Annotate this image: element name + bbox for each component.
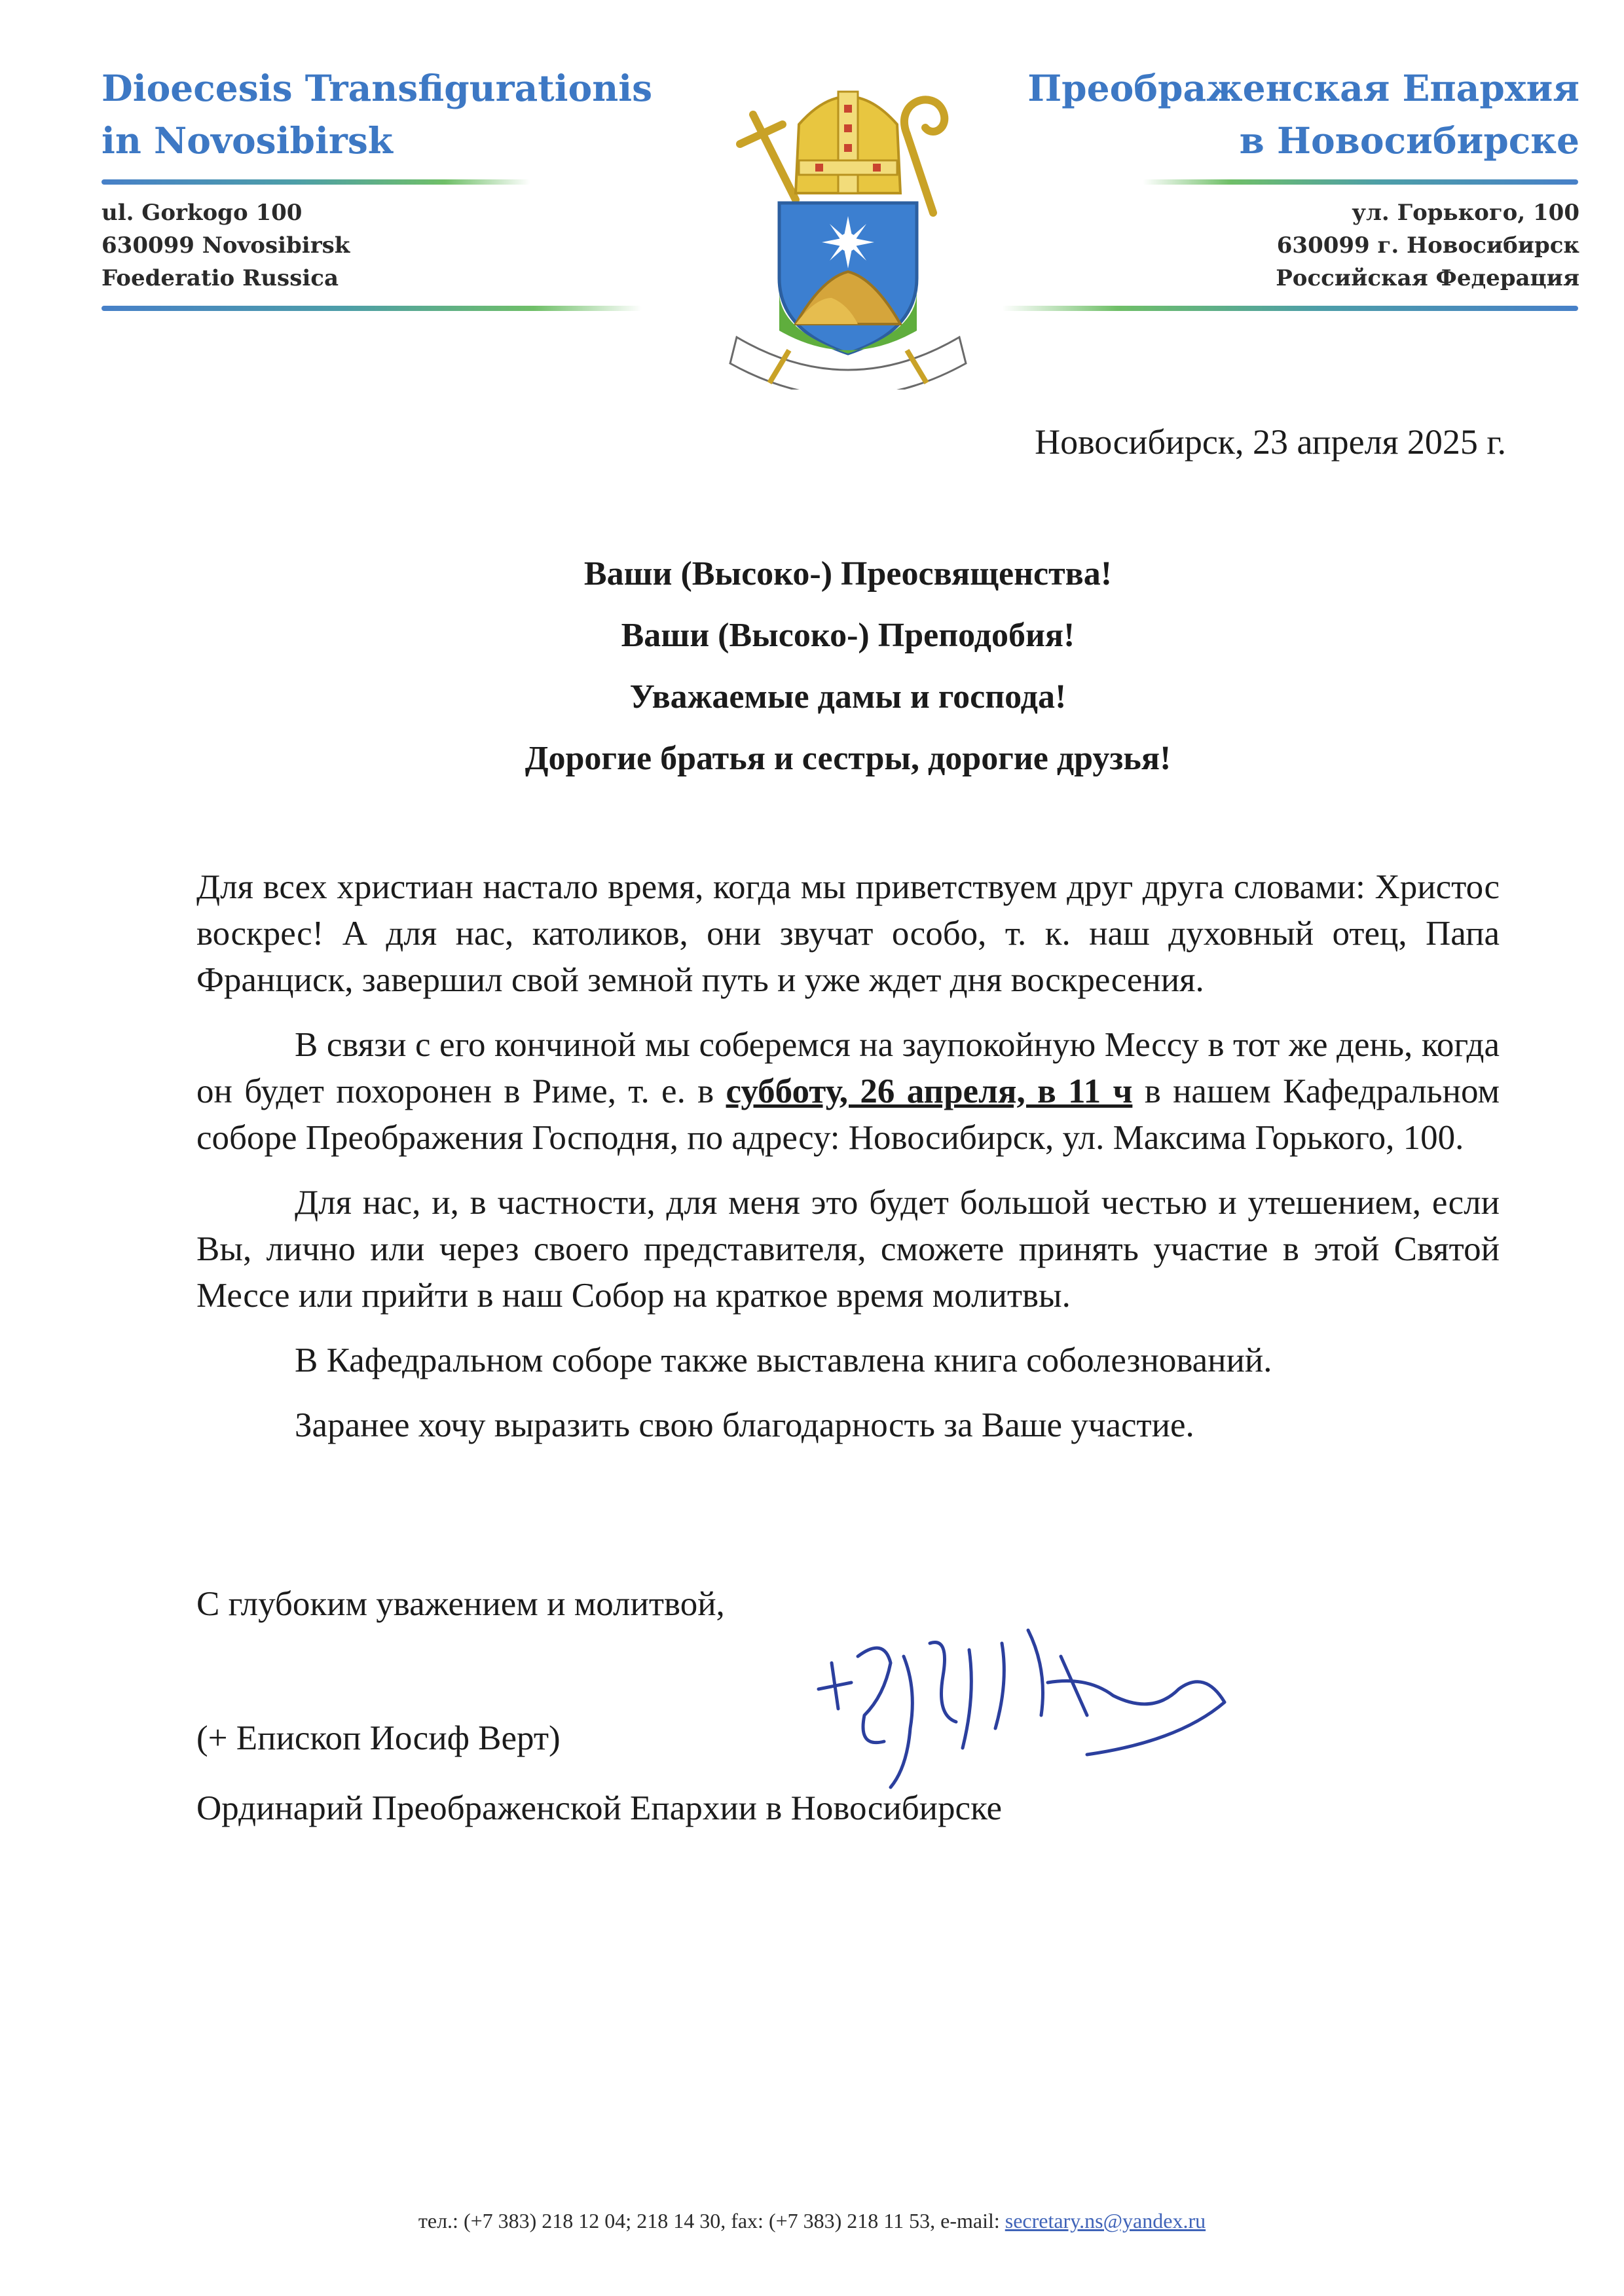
coat-of-arms-icon bbox=[717, 62, 979, 390]
header-rule-right-bottom bbox=[1002, 306, 1578, 311]
header-rule-left-top bbox=[101, 179, 530, 185]
signer-title: Ординарий Преображенской Епархии в Новосибирске bbox=[196, 1789, 1003, 1827]
paragraph-3: Для нас, и, в частности, для меня это будет большой честью и утешением, если Вы, лично или через своего представителя, сможете принять участие в этой Святой Мессе или прийти в наш Собор на краткое время молитвы. bbox=[196, 1184, 1500, 1315]
greeting-line: Ваши (Высоко-) Преосвященства! bbox=[583, 555, 1113, 592]
russian-address-city: 630099 г. Новосибирск bbox=[1276, 232, 1579, 259]
latin-address-city: 630099 Novosibirsk bbox=[101, 232, 350, 259]
paragraph-5: Заранее хочу выразить свою благодарность за Ваше участие. bbox=[295, 1406, 1194, 1444]
paragraph-2-after: в нашем Кафедральном соборе Преображения Господня, по адресу: Новосибирск, ул. Максима Горького, 100. bbox=[196, 1072, 1500, 1157]
header-rule-left-bottom bbox=[101, 306, 642, 311]
latin-title-line-2: in Novosibirsk bbox=[101, 119, 393, 162]
handwritten-signature-icon bbox=[812, 1617, 1244, 1813]
footer-phone-fax: тел.: (+7 383) 218 12 04; 218 14 30, fax: (+7 383) 218 11 53, e-mail: bbox=[418, 2209, 1005, 2232]
russian-title-line-1: Преображенская Епархия bbox=[1027, 67, 1579, 109]
russian-title-line-2: в Новосибирске bbox=[1239, 119, 1579, 162]
paragraph-2 bbox=[196, 1022, 1500, 1161]
latin-title-line-1: Dioecesis Transfigurationis bbox=[101, 67, 653, 109]
letterhead-left-title bbox=[101, 62, 691, 167]
greeting-line: Дорогие братья и сестры, дорогие друзья! bbox=[525, 740, 1172, 777]
paragraph-4: В Кафедральном соборе также выставлена книга соболезнований. bbox=[295, 1341, 1272, 1379]
greeting-line: Уважаемые дамы и господа! bbox=[629, 678, 1067, 716]
letterhead-right-address bbox=[1121, 196, 1579, 295]
signer-name: (+ Епископ Иосиф Верт) bbox=[196, 1719, 561, 1757]
header-rule-right-top bbox=[1143, 179, 1578, 185]
closing-line: С глубоким уважением и молитвой, bbox=[196, 1585, 725, 1623]
paragraph-2-before: В связи с его кончиной мы соберемся на заупокойную Мессу в тот же день, когда он будет похоронен в Риме, т. е. в bbox=[196, 1026, 1500, 1110]
latin-address-street: ul. Gorkogo 100 bbox=[101, 200, 303, 226]
greeting-line: Ваши (Высоко-) Преподобия! bbox=[621, 617, 1075, 654]
letter-date: Новосибирск, 23 апреля 2025 г. bbox=[1035, 422, 1506, 462]
letterhead-left-address bbox=[101, 196, 560, 295]
paragraph-1: Для всех христиан настало время, когда мы приветствуем друг друга словами: Христос воскрес! А для нас, католиков, они звучат особо, т. к. наш духовный отец, Папа Франциск, завершил свой земной путь и уже ждет дня воскресения. bbox=[196, 868, 1500, 999]
footer-email-link[interactable]: secretary.ns@yandex.ru bbox=[1005, 2209, 1206, 2232]
letterhead-right-title bbox=[990, 62, 1579, 167]
mass-date-emphasis: субботу, 26 апреля, в 11 ч bbox=[726, 1072, 1133, 1110]
greetings-block bbox=[196, 543, 1500, 790]
letter-body bbox=[196, 864, 1500, 1467]
latin-address-country: Foederatio Russica bbox=[101, 265, 339, 291]
footer-contacts bbox=[0, 2208, 1624, 2234]
russian-address-country: Российская Федерация bbox=[1276, 265, 1579, 291]
russian-address-street: ул. Горького, 100 bbox=[1352, 200, 1579, 226]
